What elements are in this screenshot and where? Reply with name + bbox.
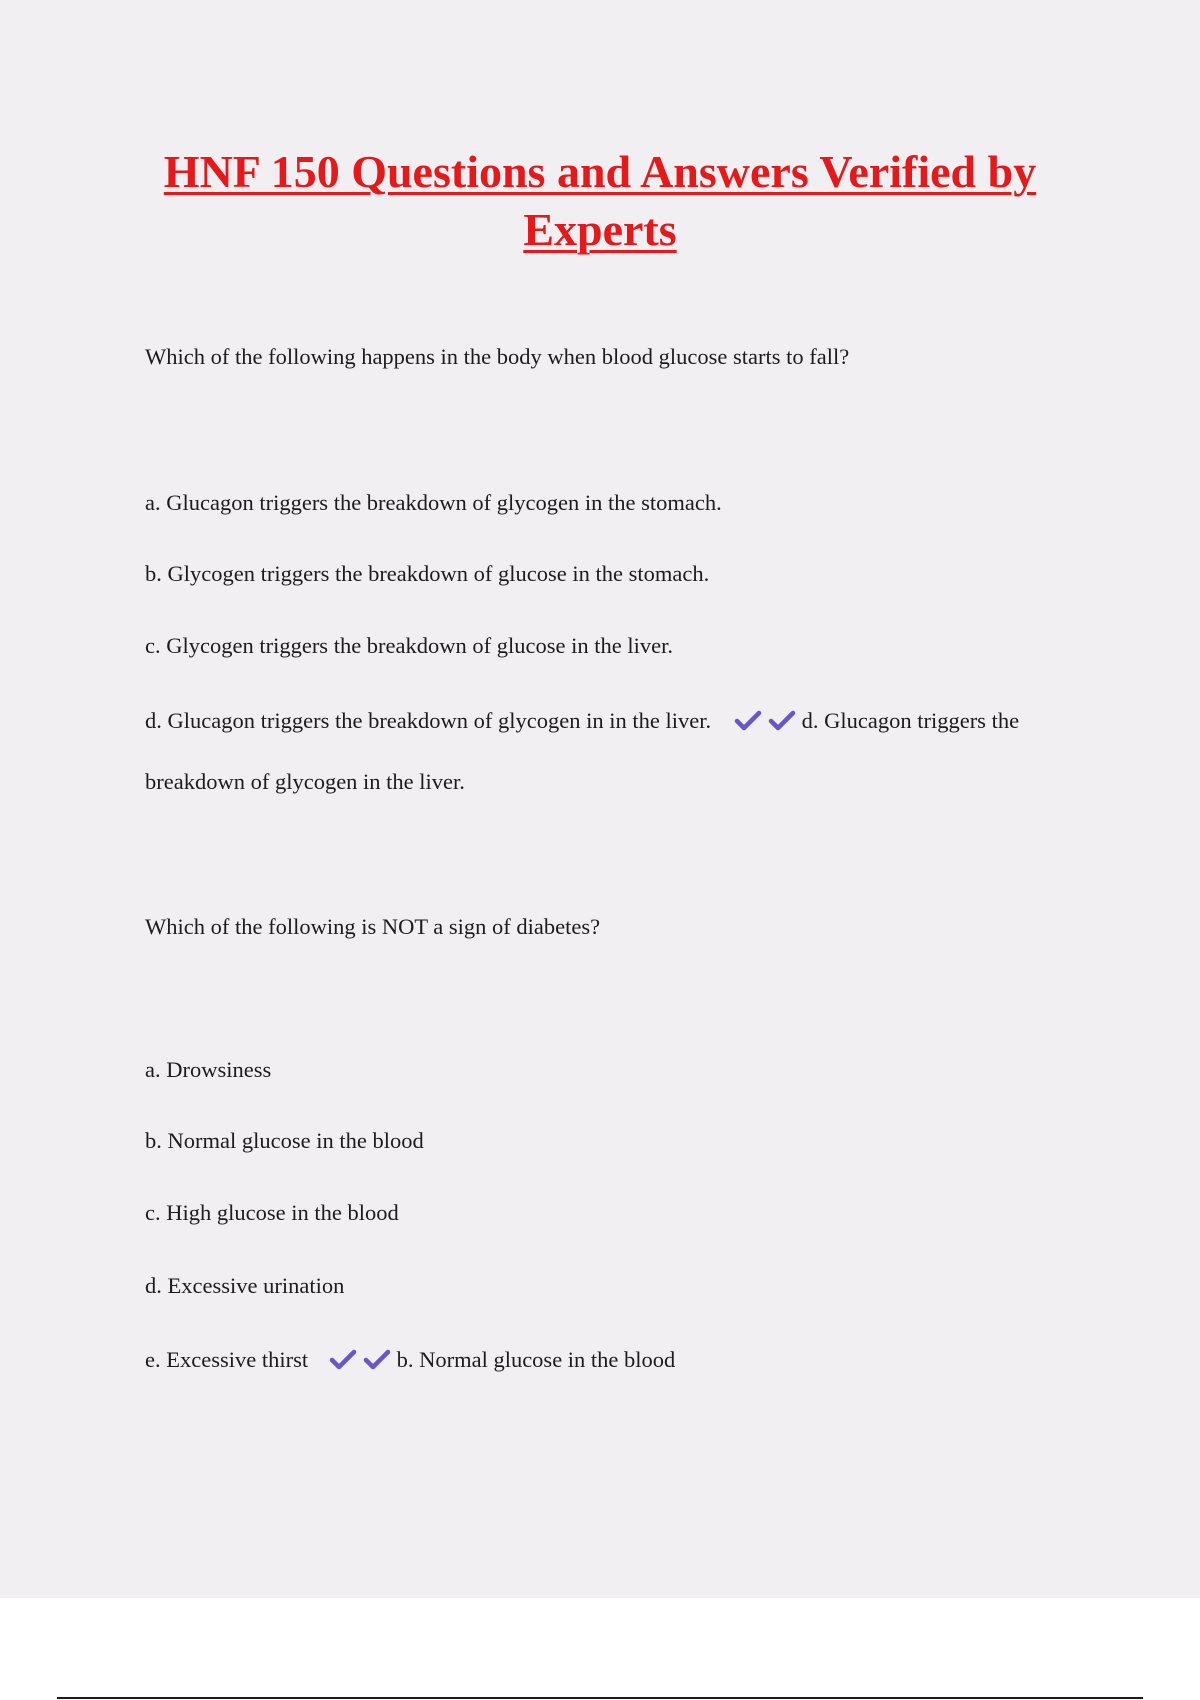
- check-icon: [329, 1349, 357, 1371]
- question-1-option-d: d. Glucagon triggers the breakdown of glycogen in in the liver.: [145, 708, 712, 733]
- check-icon: [734, 710, 762, 732]
- question-2-option-e-with-answer: [145, 1345, 675, 1375]
- check-icon: [363, 1349, 391, 1371]
- question-1-option-c: c. Glycogen triggers the breakdown of glucose in the liver.: [145, 633, 673, 658]
- question-2-option-d: d. Excessive urination: [145, 1273, 345, 1298]
- question-1-answer-continued: breakdown of glycogen in the liver.: [145, 769, 465, 794]
- question-2-answer: b. Normal glucose in the blood: [396, 1347, 676, 1372]
- question-1-answer: d. Glucagon triggers the: [801, 708, 1020, 733]
- question-1-option-b: b. Glycogen triggers the breakdown of glucose in the stomach.: [145, 561, 710, 586]
- question-1-prompt: Which of the following happens in the body when blood glucose starts to fall?: [145, 344, 850, 369]
- question-1-option-a: a. Glucagon triggers the breakdown of glycogen in the stomach.: [145, 490, 722, 515]
- question-1-option-d-with-answer: [145, 706, 1019, 736]
- question-2-option-a: a. Drowsiness: [145, 1057, 272, 1082]
- question-2-prompt: Which of the following is NOT a sign of diabetes?: [145, 914, 601, 939]
- footer-divider: [57, 1697, 1143, 1699]
- document-title: HNF 150 Questions and Answers Verified by Experts: [163, 146, 1037, 255]
- check-icon: [768, 710, 796, 732]
- question-2-option-c: c. High glucose in the blood: [145, 1200, 399, 1225]
- question-2-option-b: b. Normal glucose in the blood: [145, 1128, 424, 1153]
- question-2-option-e: e. Excessive thirst: [145, 1347, 309, 1372]
